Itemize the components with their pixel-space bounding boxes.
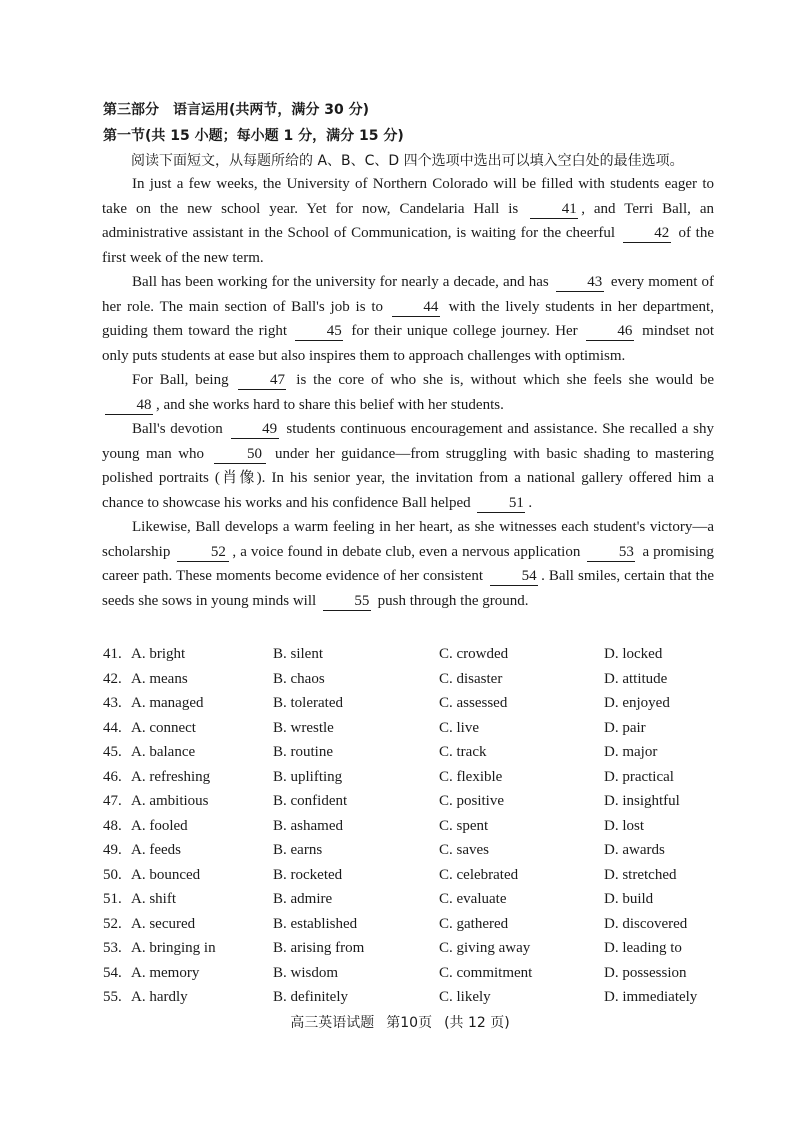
footer-total: (共 12 页): [444, 1015, 510, 1031]
blank-51: 51: [477, 495, 525, 513]
question-number: 41.: [103, 646, 122, 662]
option-c: C. likely: [439, 989, 491, 1005]
option-a: A. ambitious: [131, 793, 209, 809]
blank-52: 52: [177, 544, 229, 562]
instructions: 阅读下面短文，从每题所给的 A、B、C、D 四个选项中选出可以填入空白处的最佳选项。: [131, 153, 684, 169]
option-d: D. locked: [604, 646, 663, 662]
blank-41: 41: [530, 201, 578, 219]
blank-44: 44: [392, 299, 440, 317]
option-a: A. managed: [131, 695, 204, 711]
passage-text: is the core of who she is, without which she feels she would be: [289, 372, 714, 388]
section-heading: 第一节(共 15 小题；每小题 1 分，满分 15 分): [103, 128, 404, 144]
blank-48: 48: [105, 397, 153, 415]
option-d: D. practical: [604, 768, 674, 785]
question-number: 44.: [103, 719, 122, 736]
passage-paragraph: [102, 515, 714, 613]
option-a: A. balance: [131, 744, 196, 760]
passage-text: of the first week of the new term.: [102, 225, 714, 266]
blank-49: 49: [231, 421, 279, 439]
option-a: A. shift: [131, 891, 176, 907]
option-a: A. means: [131, 670, 188, 687]
passage-text: Ball has been working for the university for nearly a decade, and has: [132, 274, 553, 290]
blank-46: 46: [586, 323, 634, 341]
option-d: D. major: [604, 744, 658, 760]
passage-text: .: [528, 494, 533, 511]
option-d: D. attitude: [604, 670, 668, 687]
question-number: 53.: [103, 940, 122, 956]
blank-50: 50: [214, 446, 266, 464]
passage-text: under her guidance—from struggling with basic shading to mastering polished portraits (肖像). In his senior year, the invitation from a national gallery offered him a chance to showcase his works and his confidence Ball helped: [102, 445, 714, 511]
blank-54: 54: [490, 568, 538, 586]
question-number: 54.: [103, 964, 122, 981]
passage-text: a promising career path. These moments become evidence of her consistent: [102, 543, 714, 584]
option-c: C. live: [439, 719, 479, 736]
option-b: B. confident: [273, 793, 348, 809]
passage-text: For Ball, being: [132, 372, 236, 388]
option-a: A. connect: [131, 719, 196, 736]
option-d: D. discovered: [604, 915, 688, 932]
question-number: 42.: [103, 670, 122, 687]
option-a: A. secured: [131, 915, 196, 932]
passage-text: for their unique college journey. Her: [346, 323, 583, 339]
option-c: C. disaster: [439, 670, 503, 687]
option-b: B. definitely: [273, 989, 348, 1005]
option-a: A. feeds: [131, 842, 181, 858]
option-a: A. hardly: [131, 989, 188, 1005]
option-c: C. commitment: [439, 964, 533, 981]
option-a: A. memory: [131, 964, 200, 981]
question-number: 46.: [103, 768, 122, 785]
option-d: D. lost: [604, 817, 645, 834]
blank-55: 55: [323, 593, 371, 611]
passage-paragraph: [102, 172, 714, 270]
option-b: B. uplifting: [273, 768, 343, 785]
question-number: 55.: [103, 989, 122, 1005]
option-c: C. spent: [439, 817, 489, 834]
passage-paragraph: [102, 417, 714, 515]
option-d: D. build: [604, 891, 654, 907]
option-b: B. tolerated: [273, 695, 343, 711]
option-d: D. enjoyed: [604, 695, 670, 711]
passage-text: Likewise, Ball develops a warm feeling in her heart, as she witnesses each student's victory—a scholarship: [102, 519, 714, 560]
option-d: D. pair: [604, 719, 646, 736]
part-heading: 第三部分 语言运用(共两节，满分 30 分): [103, 102, 370, 118]
passage-paragraph: [102, 368, 714, 417]
question-number: 50.: [103, 866, 122, 883]
option-c: C. positive: [439, 793, 505, 809]
option-c: C. celebrated: [439, 866, 519, 883]
option-b: B. wrestle: [273, 719, 334, 736]
option-b: B. established: [273, 915, 358, 932]
passage-text: mindset not only puts students at ease but also inspires them to approach challenges with optimism.: [102, 323, 714, 364]
passage-text: In just a few weeks, the University of Northern Colorado will be filled with students eager to take on the new school year. Yet for now, Candelaria Hall is: [102, 176, 714, 217]
passage-text: students continuous encouragement and assistance. She recalled a shy young man who: [102, 421, 714, 462]
option-d: D. awards: [604, 842, 665, 858]
passage-text: Ball's devotion: [132, 421, 228, 437]
footer-title: 高三英语试题: [290, 1015, 375, 1031]
option-d: D. leading to: [604, 940, 682, 956]
option-b: B. wisdom: [273, 964, 339, 981]
question-number: 45.: [103, 744, 122, 760]
footer-page: 第10页: [386, 1015, 433, 1031]
option-d: D. stretched: [604, 866, 677, 883]
blank-45: 45: [295, 323, 343, 341]
passage-text: , and she works hard to share this belief with her students.: [156, 396, 504, 413]
option-b: B. rocketed: [273, 866, 343, 883]
passage-text: , and Terri Ball, an administrative assistant in the School of Communication, is waiting for the cheerful: [102, 200, 714, 241]
option-c: C. giving away: [439, 940, 531, 956]
question-number: 52.: [103, 915, 122, 932]
question-number: 51.: [103, 891, 122, 907]
passage-text: with the lively students in her department, guiding them toward the right: [102, 298, 714, 339]
cloze-passage: [102, 172, 714, 613]
option-b: B. ashamed: [273, 817, 343, 834]
option-c: C. evaluate: [439, 891, 507, 907]
option-c: C. assessed: [439, 695, 508, 711]
question-number: 49.: [103, 842, 122, 858]
question-number: 48.: [103, 817, 122, 834]
option-b: B. admire: [273, 891, 333, 907]
option-c: C. track: [439, 744, 487, 760]
option-c: C. flexible: [439, 768, 503, 785]
blank-47: 47: [238, 372, 286, 390]
option-b: B. arising from: [273, 940, 365, 956]
blank-53: 53: [587, 544, 635, 562]
option-a: A. fooled: [131, 817, 188, 834]
option-c: C. crowded: [439, 646, 509, 662]
passage-paragraph: [102, 270, 714, 368]
option-b: B. earns: [273, 842, 323, 858]
option-b: B. silent: [273, 646, 324, 662]
passage-text: every moment of her role. The main section of Ball's job is to: [102, 274, 714, 315]
option-c: C. gathered: [439, 915, 509, 932]
blank-42: 42: [623, 225, 671, 243]
option-a: A. bounced: [131, 866, 201, 883]
option-d: D. possession: [604, 964, 687, 981]
blank-43: 43: [556, 274, 604, 292]
passage-text: . Ball smiles, certain that the seeds she sows in young minds will: [102, 568, 714, 609]
passage-text: , a voice found in debate club, even a nervous application: [232, 543, 585, 560]
page-footer: [0, 1012, 800, 1032]
option-c: C. saves: [439, 842, 489, 858]
option-b: B. chaos: [273, 670, 325, 687]
option-b: B. routine: [273, 744, 333, 760]
option-d: D. insightful: [604, 793, 680, 809]
option-a: A. refreshing: [131, 768, 211, 785]
question-number: 47.: [103, 793, 122, 809]
question-number: 43.: [103, 695, 122, 711]
passage-text: push through the ground.: [373, 592, 529, 609]
option-a: A. bright: [131, 646, 186, 662]
option-d: D. immediately: [604, 989, 698, 1005]
option-a: A. bringing in: [131, 940, 216, 956]
